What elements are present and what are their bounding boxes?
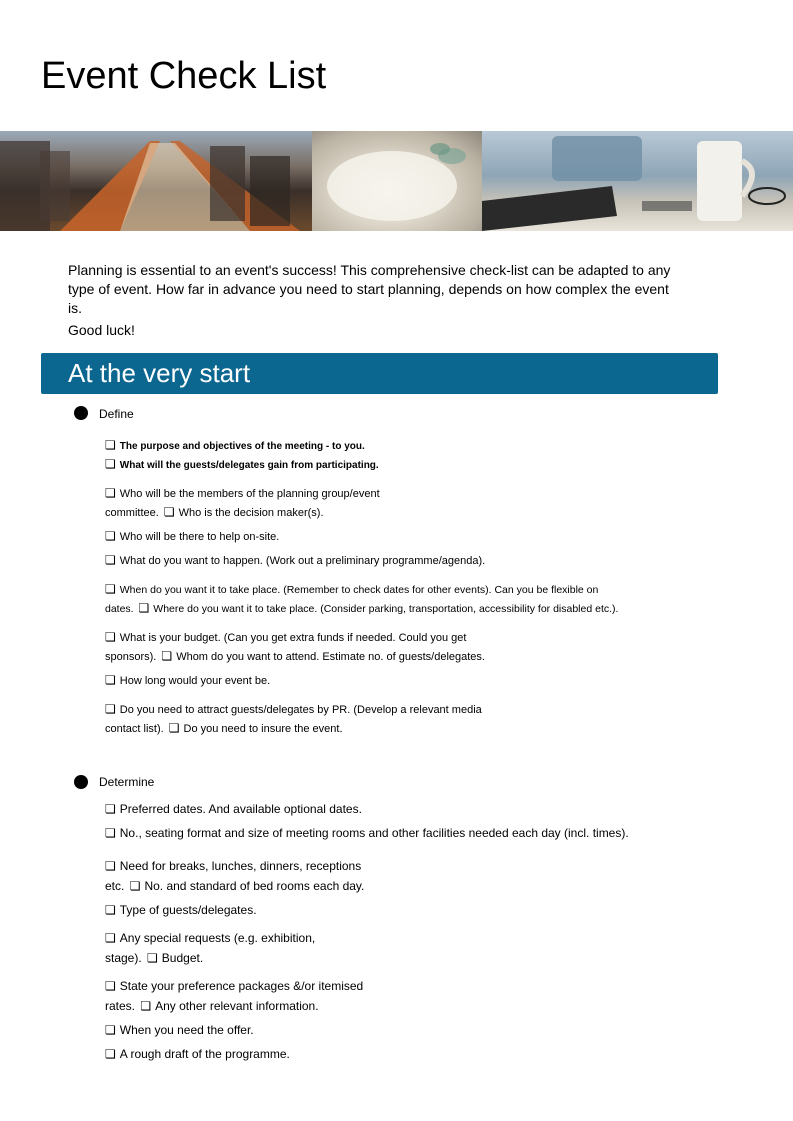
checkbox-icon[interactable]: ❏ bbox=[105, 903, 116, 917]
banner-image-dessert bbox=[312, 131, 482, 231]
checkbox-icon[interactable]: ❏ bbox=[105, 931, 116, 945]
checkbox-icon[interactable]: ❏ bbox=[105, 630, 116, 644]
page-title: Event Check List bbox=[41, 55, 327, 97]
checklist-item: stage). ❏ Budget. bbox=[105, 951, 204, 965]
checklist-item: etc. ❏ No. and standard of bed rooms each day. bbox=[105, 879, 365, 893]
checkbox-icon[interactable]: ❏ bbox=[105, 582, 116, 596]
define-heading: Define bbox=[99, 407, 134, 421]
checklist-item: ❏ Do you need to attract guests/delegates by PR. (Develop a relevant media bbox=[105, 702, 482, 716]
checkbox-icon[interactable]: ❏ bbox=[138, 601, 150, 615]
checklist-item: ❏ Who will be the members of the planning group/event bbox=[105, 486, 380, 500]
checklist-item: ❏ How long would your event be. bbox=[105, 673, 271, 687]
checklist-item: ❏ What do you want to happen. (Work out a preliminary programme/agenda). bbox=[105, 553, 486, 567]
checkbox-icon[interactable]: ❏ bbox=[140, 999, 152, 1013]
checklist-item: ❏ A rough draft of the programme. bbox=[105, 1047, 290, 1061]
checkbox-icon[interactable]: ❏ bbox=[105, 979, 116, 993]
checkbox-icon[interactable]: ❏ bbox=[105, 457, 116, 471]
checkbox-icon[interactable]: ❏ bbox=[161, 649, 173, 663]
checklist-item: dates. ❏ Where do you want it to take place. (Consider parking, transportation, accessibility for disabled etc.). bbox=[105, 601, 619, 615]
checklist-item: ❏ Who will be there to help on-site. bbox=[105, 529, 280, 543]
checklist-item: ❏ Any special requests (e.g. exhibition, bbox=[105, 931, 316, 945]
checklist-item: ❏ What is your budget. (Can you get extra funds if needed. Could you get bbox=[105, 630, 467, 644]
checklist-item: contact list). ❏ Do you need to insure the event. bbox=[105, 721, 343, 735]
checkbox-icon[interactable]: ❏ bbox=[105, 553, 116, 567]
checkbox-icon[interactable]: ❏ bbox=[105, 859, 116, 873]
checklist-item: sponsors). ❏ Whom do you want to attend. Estimate no. of guests/delegates. bbox=[105, 649, 485, 663]
checklist-item: ❏ When do you want it to take place. (Remember to check dates for other events). Can you be flexible on bbox=[105, 582, 599, 596]
checkbox-icon[interactable]: ❏ bbox=[147, 951, 158, 965]
header-banner bbox=[0, 131, 793, 231]
checklist-item: ❏ Preferred dates. And available optional dates. bbox=[105, 802, 362, 816]
checklist-item: ❏ Type of guests/delegates. bbox=[105, 903, 257, 917]
section-header-at-the-very-start bbox=[41, 353, 718, 394]
checkbox-icon[interactable]: ❏ bbox=[105, 702, 116, 716]
checkbox-icon[interactable]: ❏ bbox=[163, 505, 175, 519]
checkbox-icon[interactable]: ❏ bbox=[129, 879, 141, 893]
section-title: At the very start bbox=[68, 358, 251, 388]
checkbox-icon[interactable]: ❏ bbox=[105, 673, 116, 687]
checkbox-icon[interactable]: ❏ bbox=[105, 1047, 116, 1061]
checklist-item: ❏ When you need the offer. bbox=[105, 1023, 254, 1037]
checklist-item: ❏ State your preference packages &/or itemised bbox=[105, 979, 364, 993]
checklist-item: committee. ❏ Who is the decision maker(s). bbox=[105, 505, 324, 519]
intro-text bbox=[68, 261, 678, 340]
banner-image-office-desk bbox=[482, 131, 793, 231]
checklist-item: rates. ❏ Any other relevant information. bbox=[105, 999, 319, 1013]
bullet-icon bbox=[74, 406, 88, 420]
intro-closing: Good luck! bbox=[68, 322, 135, 338]
intro-paragraph: Planning is essential to an event's success! This comprehensive check-list can be adapted to any type of event. How far in advance you need to start planning, depends on how complex the event is. bbox=[68, 262, 671, 316]
checklist-item: ❏ Need for breaks, lunches, dinners, receptions bbox=[105, 859, 362, 873]
checkbox-icon[interactable]: ❏ bbox=[105, 486, 116, 500]
checkbox-icon[interactable]: ❏ bbox=[105, 529, 116, 543]
checklist-item: ❏ The purpose and objectives of the meeting - to you. bbox=[105, 438, 365, 452]
checklist-item: ❏ No., seating format and size of meeting rooms and other facilities needed each day (incl. times). bbox=[105, 826, 629, 840]
determine-heading: Determine bbox=[99, 775, 155, 789]
checkbox-icon[interactable]: ❏ bbox=[105, 802, 116, 816]
checkbox-icon[interactable]: ❏ bbox=[168, 721, 180, 735]
checkbox-icon[interactable]: ❏ bbox=[105, 826, 116, 840]
bullet-icon bbox=[74, 775, 88, 789]
checkbox-icon[interactable]: ❏ bbox=[105, 438, 116, 452]
checkbox-icon[interactable]: ❏ bbox=[105, 1023, 116, 1037]
checklist-item: ❏ What will the guests/delegates gain from participating. bbox=[105, 457, 379, 471]
banner-image-conference-table bbox=[0, 131, 312, 231]
